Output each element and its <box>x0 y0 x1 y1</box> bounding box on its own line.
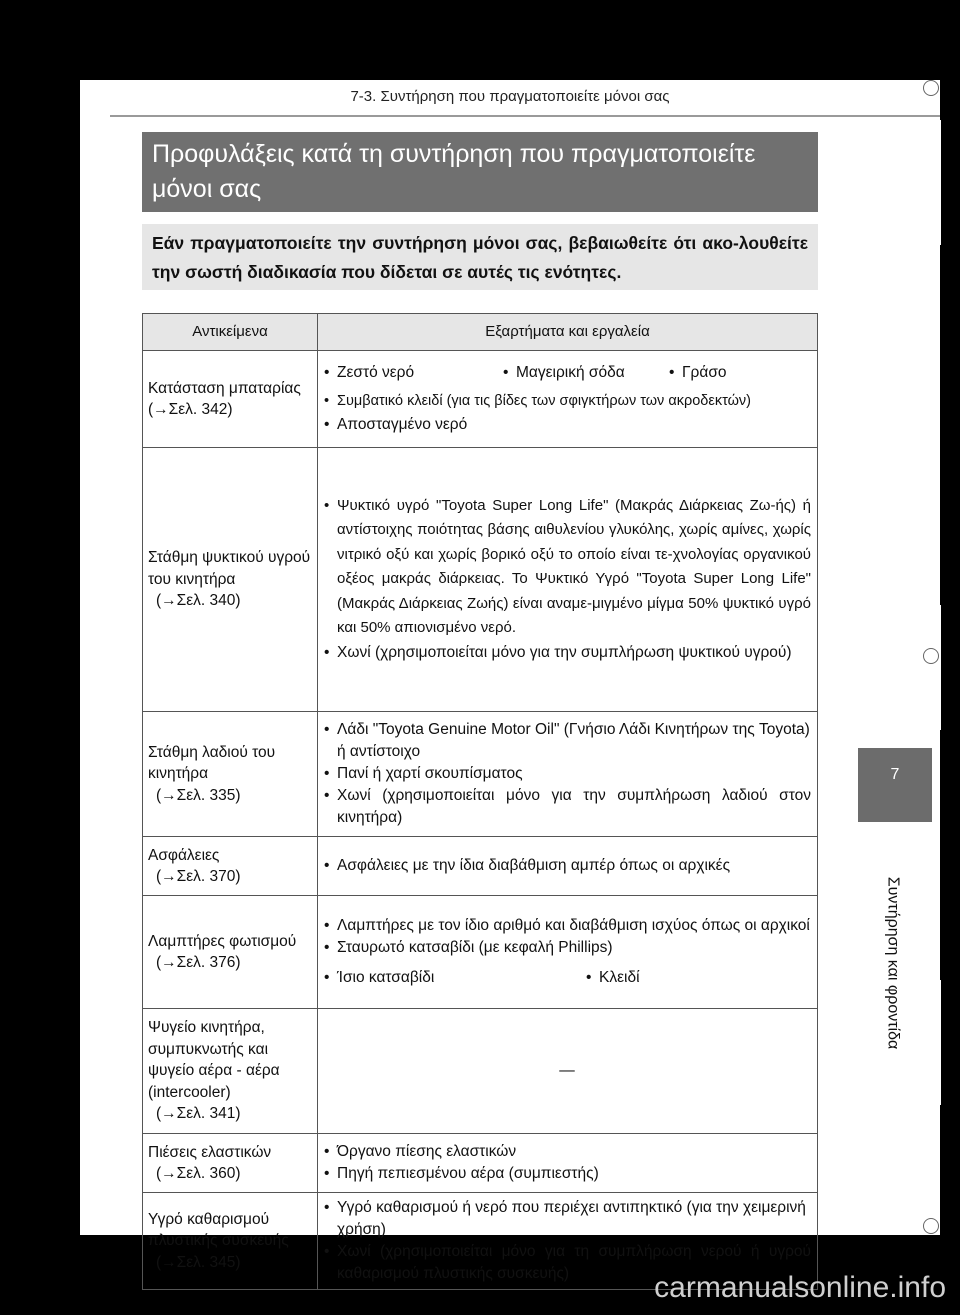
tools-inline-row <box>323 967 811 989</box>
item-name: Πιέσεις ελαστικών <box>148 1143 272 1161</box>
page-ref: (→Σελ. 335) <box>156 786 241 804</box>
page-ref: (→Σελ. 370) <box>156 868 241 885</box>
table-row <box>143 1134 818 1193</box>
tools-list <box>323 1141 811 1185</box>
tools-cell <box>318 712 818 837</box>
chapter-label <box>832 838 952 1088</box>
table-header-row <box>143 314 818 351</box>
tool-item: • Αποσταγμένο νερό <box>323 414 811 436</box>
item-cell <box>143 448 318 712</box>
page-ref: (→Σελ. 341) <box>156 1105 241 1123</box>
item-cell <box>143 1193 318 1290</box>
item-cell <box>143 712 318 837</box>
item-cell <box>143 1009 318 1134</box>
page-ref: (→Σελ. 342) <box>148 401 233 418</box>
item-cell <box>143 896 318 1009</box>
item-name: Ψυγείο κινητήρα, συμπυκνωτής και ψυγείο αέρα - αέρα (intercooler) <box>148 1019 280 1101</box>
table-row <box>143 896 818 1009</box>
tool-item: • Όργανο πίεσης ελαστικών <box>323 1141 811 1163</box>
header-rule <box>110 115 940 117</box>
tool-item: • Ψυκτικό υγρό "Toyota Super Long Life" (Μακράς Διάρκειας Ζω-ής) ή αντίστοιχης ποιότητας βάσης αιθυλενίου γλυκόλης, χωρίς αμίνες, χωρίς νιτρικό οξύ και χωρίς βορικό οξύ το οποίο είναι τε-χνολογίας οργανικού οξέος μακράς διάρκειας. Το Ψυκτικό Υγρό "Toyota Super Long Life" (Μακράς Διάρκειας Ζωής) είναι αναμε-μιγμένο μίγμα 50% ψυκτικό υγρό και 50% απιονισμένο νερό. <box>323 494 811 641</box>
items-table <box>142 313 818 1290</box>
crop-mark <box>938 980 941 1105</box>
crop-mark <box>938 605 941 730</box>
tool-item: • Κλειδί <box>585 967 640 989</box>
intro-text: Εάν πραγματοποιείτε την συντήρηση μόνοι σας, βεβαιωθείτε ότι ακο-λουθείτε την σωστή διαδικασία που δίδεται σε αυτές τις ενότητες. <box>142 224 818 290</box>
tool-item: • Πηγή πεπιεσμένου αέρα (συμπιεστής) <box>323 1163 811 1185</box>
item-name: Λαμπτήρες φωτισμού <box>148 932 297 950</box>
column-header-items: Αντικείμενα <box>143 314 318 351</box>
table-row <box>143 837 818 896</box>
item-name: Στάθμη λαδιού του κινητήρα <box>148 743 276 783</box>
running-header: 7-3. Συντήρηση που πραγματοποιείτε μόνοι σας <box>350 88 670 105</box>
tool-item: • Γράσο <box>668 362 727 384</box>
item-cell <box>143 837 318 896</box>
tools-list <box>323 855 811 877</box>
registration-mark-icon <box>923 648 939 664</box>
chapter-tab <box>858 748 932 822</box>
manual-page <box>80 80 940 1282</box>
tool-item: • Χωνί (χρησιμοποιείται μόνο για τη συμπλήρωση νερού ή υγρού καθαρισμού πλυστικής συσκευής) <box>323 1241 811 1285</box>
tool-item: • Συμβατικό κλειδί (για τις βίδες των σφιγκτήρων των ακροδεκτών) <box>323 390 811 412</box>
item-cell <box>143 351 318 448</box>
registration-mark-icon <box>923 80 939 96</box>
tool-item: • Μαγειρική σόδα <box>502 362 668 384</box>
page-ref: (→Σελ. 345) <box>156 1253 241 1271</box>
tool-item: • Ασφάλειες με την ίδια διαβάθμιση αμπέρ όπως οι αρχικές <box>323 855 811 877</box>
tool-item: • Χωνί (χρησιμοποιείται μόνο για την συμπλήρωση ψυκτικού υγρού) <box>323 641 811 666</box>
table-row <box>143 351 818 448</box>
tools-list <box>323 494 811 666</box>
item-cell <box>143 1134 318 1193</box>
tools-cell <box>318 448 818 712</box>
item-name: Κατάσταση μπαταρίας <box>148 379 301 397</box>
tools-cell <box>318 896 818 1009</box>
tool-item: • Ίσιο κατσαβίδι <box>323 967 585 989</box>
watermark: carmanualsonline.info <box>654 1271 946 1304</box>
page-ref: (→Σελ. 340) <box>156 592 241 610</box>
tools-inline-row <box>323 362 811 384</box>
registration-mark-icon <box>923 1218 939 1234</box>
tools-cell <box>318 351 818 448</box>
table-row <box>143 712 818 837</box>
tools-list <box>323 390 811 436</box>
tools-cell <box>318 1134 818 1193</box>
tool-item: • Λαμπτήρες με τον ίδιο αριθμό και διαβάθμιση ισχύος όπως οι αρχικοί <box>323 915 811 937</box>
tool-item: • Πανί ή χαρτί σκουπίσματος <box>323 763 811 785</box>
tools-list <box>323 719 811 829</box>
tools-list <box>323 915 811 959</box>
item-name: Ασφάλειες <box>148 846 220 864</box>
empty-dash: — <box>559 1062 575 1079</box>
chapter-number: 7 <box>890 766 900 783</box>
tool-item: • Ζεστό νερό <box>323 362 502 384</box>
page-ref: (→Σελ. 376) <box>156 954 241 971</box>
page-ref: (→Σελ. 360) <box>156 1165 241 1182</box>
tool-item: • Χωνί (χρησιμοποιείται μόνο για την συμπλήρωση λαδιού στον κινητήρα) <box>323 785 811 829</box>
item-name: Στάθμη ψυκτικού υγρού του κινητήρα <box>148 549 311 588</box>
chapter-label-text: Συντήρηση και φροντίδα <box>884 876 902 1050</box>
section-title: Προφυλάξεις κατά τη συντήρηση που πραγματοποιείτε μόνοι σας <box>142 132 818 212</box>
item-name: Υγρό καθαρισμού πλυστικής συσκευής <box>148 1210 289 1250</box>
table-row <box>143 448 818 712</box>
tools-cell <box>318 837 818 896</box>
column-header-tools: Εξαρτήματα και εργαλεία <box>318 314 818 351</box>
tool-item: • Σταυρωτό κατσαβίδι (με κεφαλή Phillips) <box>323 937 811 959</box>
table-row <box>143 1009 818 1134</box>
crop-mark <box>938 120 941 245</box>
tools-cell <box>318 1009 818 1134</box>
tool-item: • Λάδι "Toyota Genuine Motor Oil" (Γνήσιο Λάδι Κινητήρων της Toyota) ή αντίστοιχο <box>323 719 811 763</box>
tool-item: • Υγρό καθαρισμού ή νερό που περιέχει αντιπηκτικό (για την χειμερινή χρήση) <box>323 1197 811 1241</box>
